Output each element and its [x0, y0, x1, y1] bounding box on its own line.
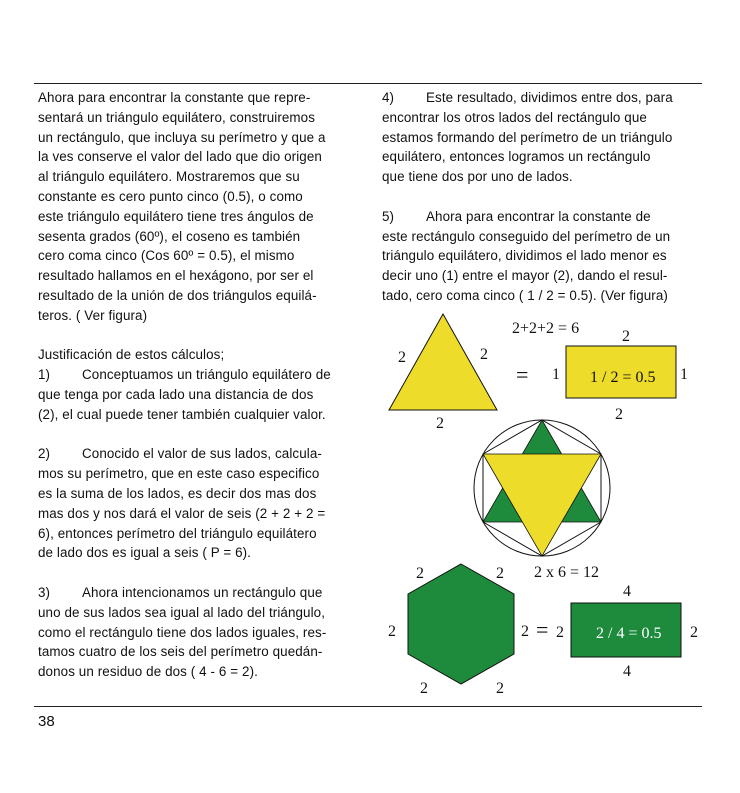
text-line: constante es cero punto cinco (0.5), o como [38, 188, 303, 204]
hexagon-side-label: 2 [388, 623, 396, 640]
hexagon-side-label: 2 [496, 680, 504, 697]
text-line: donos un residuo de dos ( 4 - 6 = 2). [38, 664, 258, 680]
triangle-side-label: 2 [436, 415, 444, 432]
rectangle-formula: 1 / 2 = 0.5 [590, 369, 656, 386]
equals-sign: = [536, 617, 549, 642]
rectangle-side-label: 2 [622, 328, 630, 345]
perimeter-sum-label: 2+2+2 = 6 [512, 320, 580, 337]
text-line: como el rectángulo tiene dos lados iguales, res- [38, 624, 327, 640]
hexagon-perimeter-label: 2 x 6 = 12 [534, 564, 600, 581]
text-line: la ves conserve el valor del lado que dio origen [38, 149, 322, 165]
text-line: que tiene dos por uno de lados. [382, 169, 573, 185]
equals-sign: = [516, 362, 529, 387]
text-line: Ahora intencionamos un rectángulo que [82, 584, 323, 600]
text-line: 6), entonces perímetro del triángulo equilátero [38, 525, 317, 541]
text-line: estamos formando del perímetro de un triángulo [382, 129, 673, 145]
text-line: este rectángulo conseguido del perímetro de un [382, 228, 671, 244]
text-line: de lado dos es igual a seis ( P = 6). [38, 545, 251, 561]
rectangle-side-label: 1 [680, 366, 688, 383]
item-number: 2) [38, 446, 51, 462]
text-line: resultado hallamos en el hexágono, por ser el [38, 268, 314, 284]
text-line: (2), el cual puede tener también cualquier valor. [38, 406, 326, 422]
text-line: este triángulo equilátero tiene tres ángulos de [38, 208, 314, 224]
text-line: tado, cero coma cinco ( 1 / 2 = 0.5). (Ver figura) [382, 287, 668, 303]
text-line: cero coma cinco (Cos 60º = 0.5), el mismo [38, 248, 295, 264]
hexagon-side-label: 2 [521, 623, 529, 640]
right-column [382, 88, 704, 306]
text-line: resultado de la unión de dos triángulos equilá- [38, 287, 317, 303]
item-2-paragraph [38, 444, 360, 563]
text-line: decir uno (1) entre el mayor (2), dando el resul- [382, 268, 668, 284]
hexagon-side-label: 2 [420, 680, 428, 697]
top-rule [34, 83, 702, 84]
justification-heading: Justificación de estos cálculos; [38, 347, 225, 363]
rectangle-side-label: 2 [556, 624, 564, 641]
item-4-paragraph [382, 88, 704, 187]
text-line: tamos cuatro de los seis del perímetro quedán- [38, 644, 323, 660]
text-line: que tenga por cada lado una distancia de dos [38, 386, 314, 402]
text-line: Ahora para encontrar la constante que repre- [38, 90, 311, 105]
text-line: mos su perímetro, que en este caso especifico [38, 466, 320, 482]
rectangle-formula: 2 / 4 = 0.5 [596, 625, 662, 642]
item-number: 3) [38, 584, 51, 600]
item-3-paragraph [38, 583, 360, 682]
rectangle-side-label: 1 [552, 366, 560, 383]
item-number: 5) [382, 208, 395, 224]
text-line: triángulo equilátero, dividimos el lado menor es [382, 248, 667, 264]
text-line: Este resultado, dividimos entre dos, para [426, 90, 673, 105]
text-line: Conocido el valor de sus lados, calcula- [82, 446, 322, 462]
triangle-side-label: 2 [398, 349, 406, 366]
page-number: 38 [38, 713, 55, 730]
text-line: mas dos y nos dará el valor de seis (2 + 2 + 2 = [38, 505, 326, 521]
text-line: sentará un triángulo equilátero, construiremos [38, 109, 316, 125]
text-line: encontrar los otros lados del rectángulo que [382, 109, 647, 125]
justification-block [38, 345, 360, 424]
intro-paragraph [38, 88, 360, 326]
hexagon-side-label: 2 [416, 565, 424, 582]
bottom-rule [34, 706, 702, 707]
text-line: un rectángulo, que incluya su perímetro y que a [38, 129, 326, 145]
text-line: Conceptuamos un triángulo equilátero de [82, 367, 331, 383]
rectangle-side-label: 4 [623, 663, 631, 680]
rectangle-side-label: 2 [615, 406, 623, 423]
text-line: sesenta grados (60º), el coseno es también [38, 228, 301, 244]
text-line: equilátero, entonces logramos un rectángulo [382, 149, 651, 165]
text-line: al triángulo equilátero. Mostraremos que su [38, 169, 300, 185]
hexagon-side-label: 2 [496, 565, 504, 582]
green-hexagon [408, 564, 514, 684]
text-line: teros. ( Ver figura) [38, 307, 148, 323]
text-line: Ahora para encontrar la constante de [426, 208, 651, 224]
item-number: 4) [382, 90, 395, 105]
item-5-paragraph [382, 207, 704, 306]
text-line: es la suma de los lados, es decir dos mas dos [38, 485, 317, 501]
triangle-side-label: 2 [480, 346, 488, 363]
item-number: 1) [38, 367, 51, 383]
rectangle-side-label: 2 [690, 624, 698, 641]
geometry-figure [375, 305, 705, 700]
text-line: uno de sus lados sea igual al lado del triángulo, [38, 604, 326, 620]
rectangle-side-label: 4 [623, 583, 631, 600]
left-column [38, 88, 360, 682]
